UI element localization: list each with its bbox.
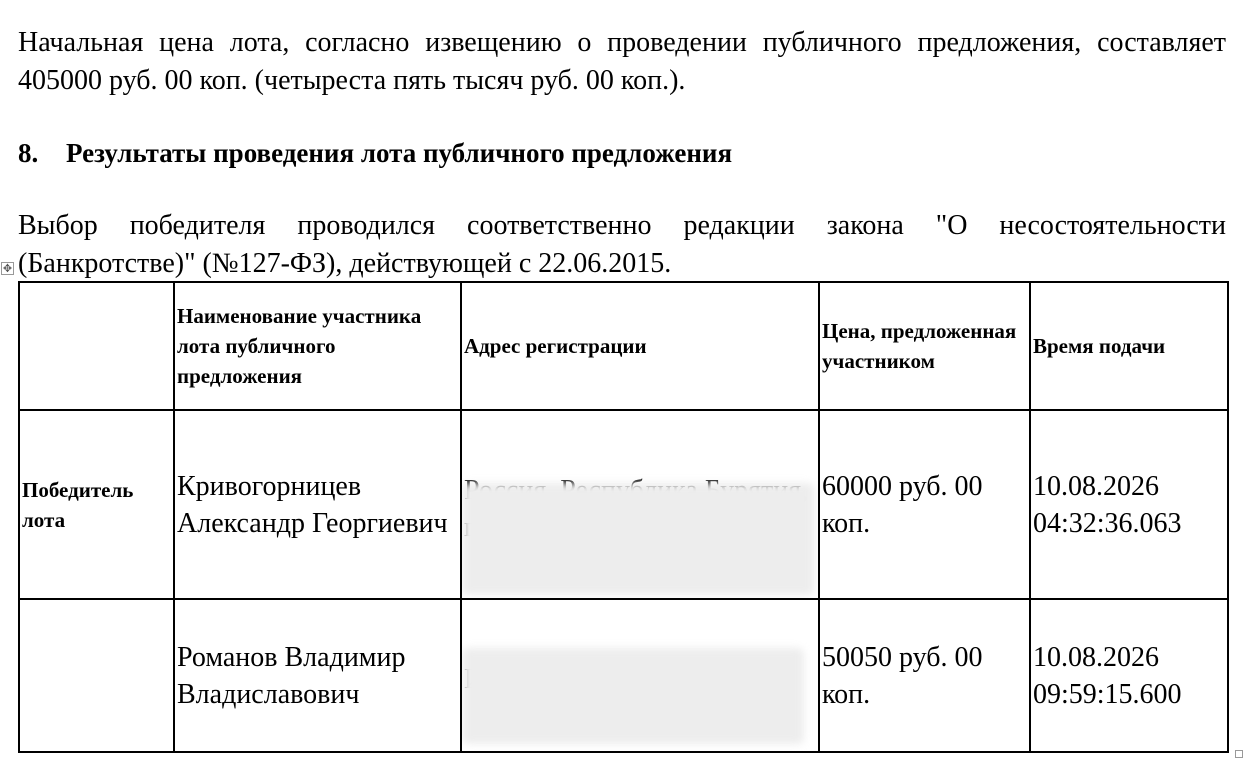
- submission-time: 10.08.2026 04:32:36.063: [1030, 410, 1228, 599]
- offered-price: 50050 руб. 00 коп.: [819, 599, 1030, 752]
- header-address: Адрес регистрации: [461, 282, 819, 410]
- section-title: Результаты проведения лота публичного предложения: [66, 138, 733, 168]
- status-cell: [19, 599, 174, 752]
- initial-price-paragraph: Начальная цена лота, согласно извещению о проведении публичного предложения, составляет 405000 руб. 00 коп. (четыреста пять тысяч руб. 00 коп.).: [18, 27, 1226, 96]
- header-time: Время подачи: [1030, 282, 1228, 410]
- address-cell: [461, 599, 819, 752]
- participant-name: Романов Владимир Владиславович: [174, 599, 461, 752]
- law-paragraph: Выбор победителя проводился соответственно редакции закона "О несостоятельности (Банкротстве)" (№127-ФЗ), действующей с 22.06.2015.: [18, 210, 1226, 279]
- participant-name: Кривогорницев Александр Георгиевич: [174, 410, 461, 599]
- header-status: [19, 282, 174, 410]
- table-move-handle-icon[interactable]: ✥: [2, 262, 13, 275]
- table-resize-handle[interactable]: [1235, 750, 1243, 758]
- results-table: [18, 281, 1229, 753]
- table-header-row: [19, 282, 1228, 410]
- table-row: [19, 599, 1228, 752]
- submission-time: 10.08.2026 09:59:15.600: [1030, 599, 1228, 752]
- section-heading: [18, 134, 732, 172]
- table-row: [19, 410, 1228, 599]
- header-price: Цена, предложенная участником: [819, 282, 1030, 410]
- winner-label: Победитель лота: [19, 410, 174, 599]
- section-number: 8.: [18, 138, 39, 168]
- header-participant: Наименование участника лота публичного предложения: [174, 282, 461, 410]
- offered-price: 60000 руб. 00 коп.: [819, 410, 1030, 599]
- redacted-address-blur: [462, 648, 804, 744]
- redacted-address-blur: [462, 483, 814, 595]
- address-cell: [461, 410, 819, 599]
